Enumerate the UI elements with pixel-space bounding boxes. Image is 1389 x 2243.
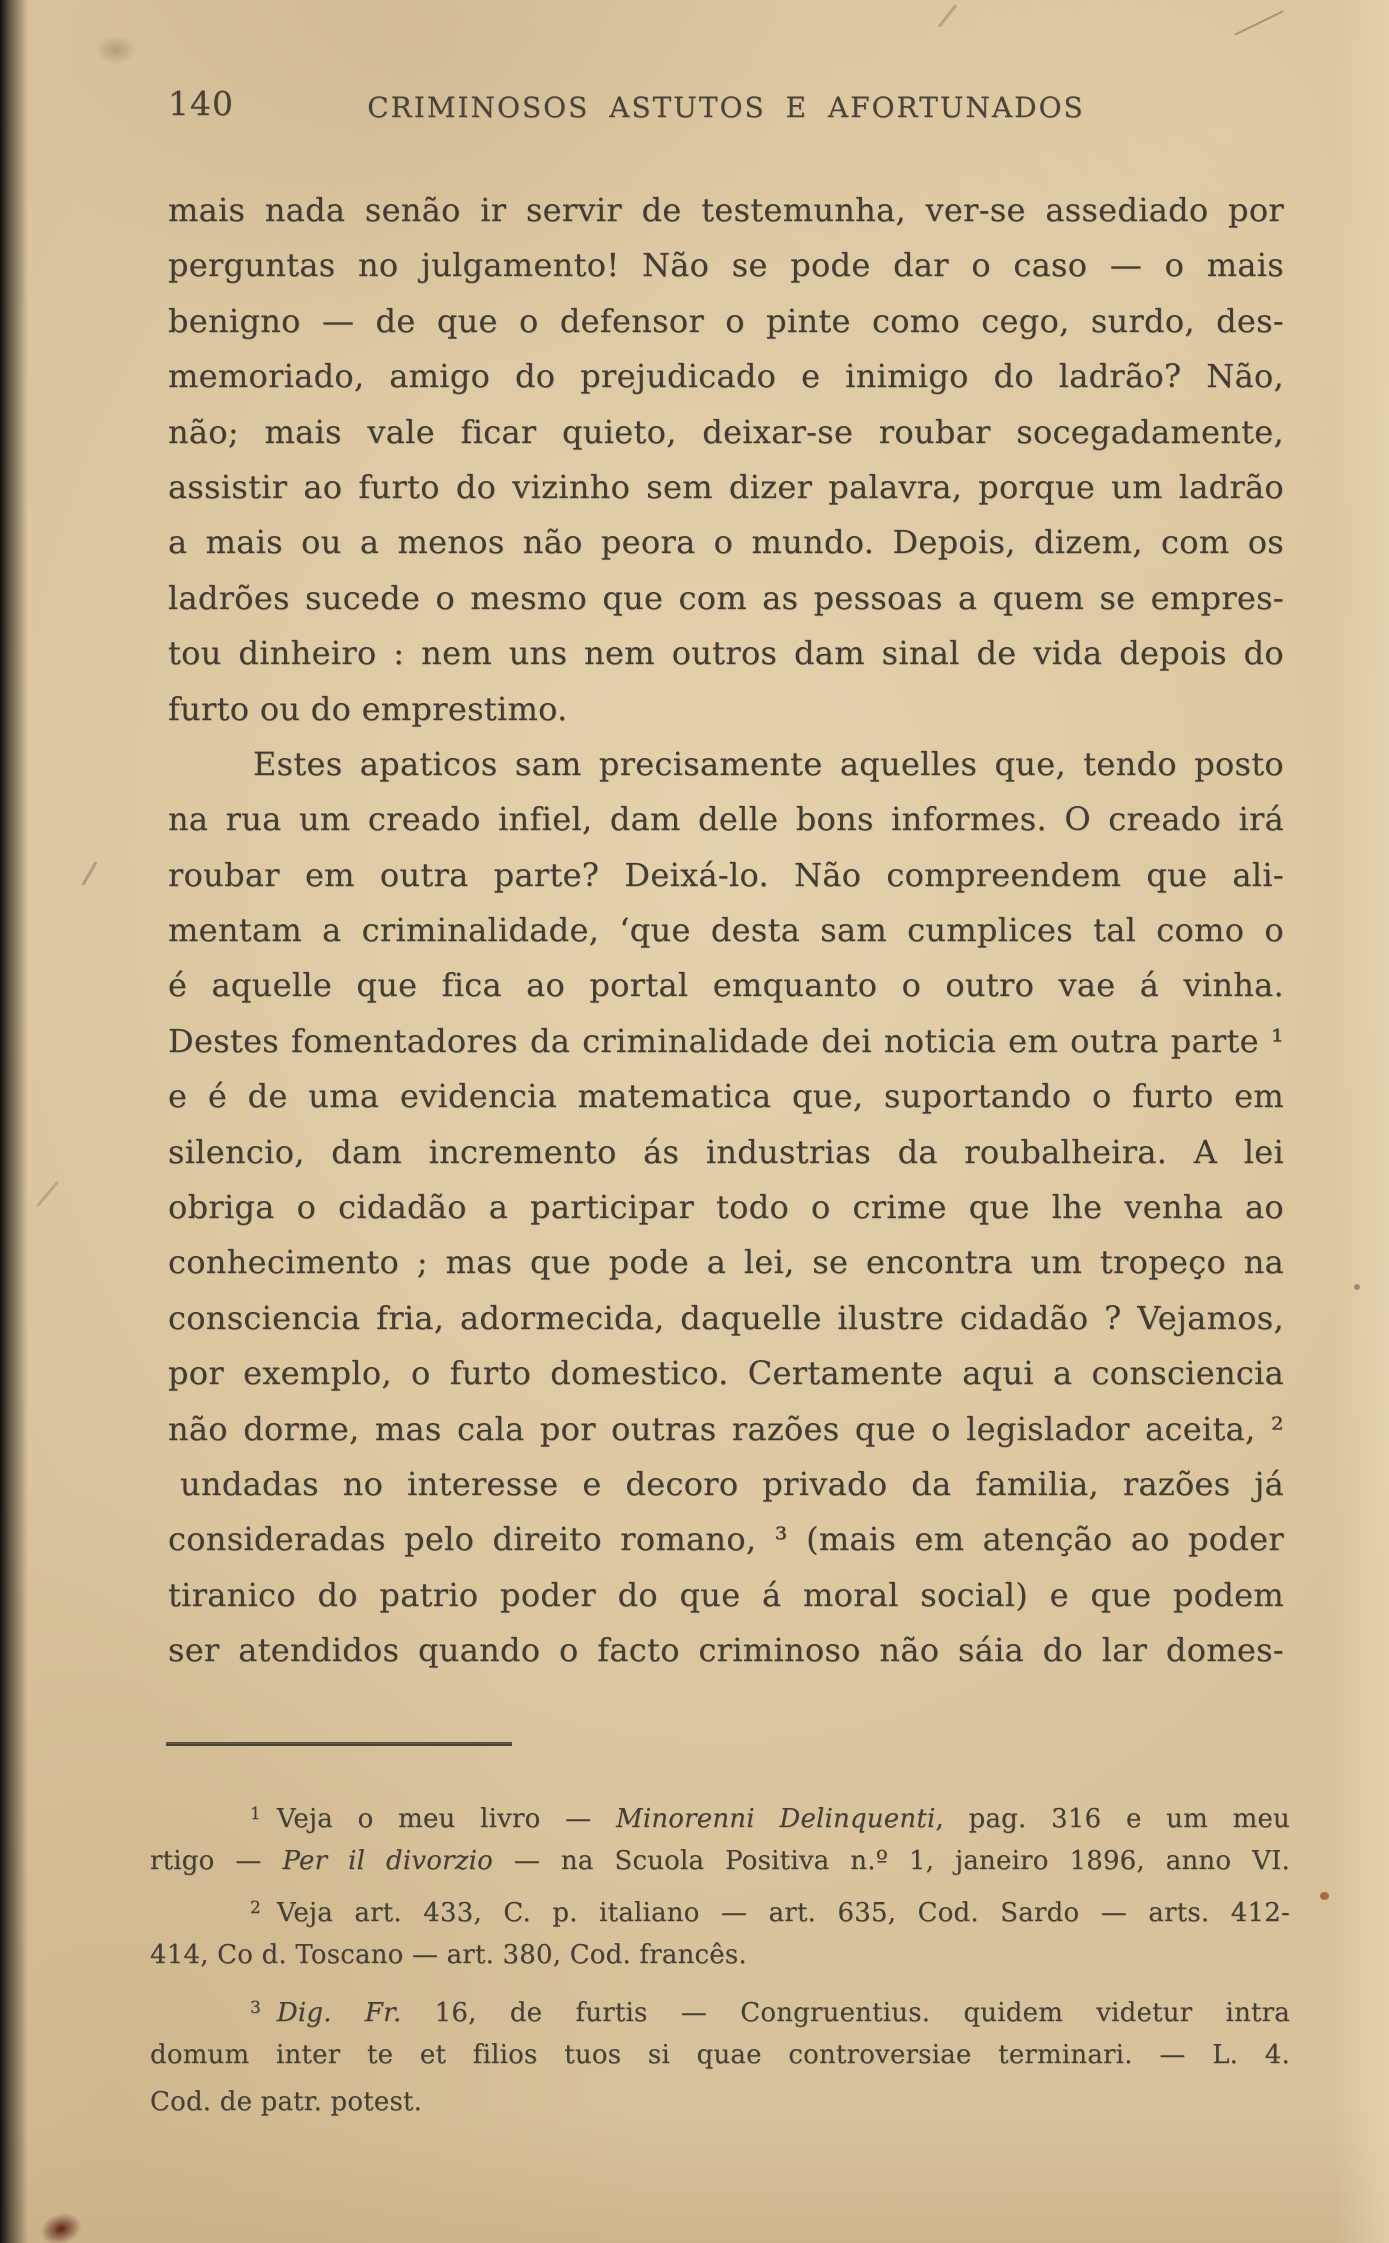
footnote-text: 414, Co d. Toscano — art. 380, Cod. francês. — [150, 1940, 747, 1970]
body-line: furto ou do emprestimo. — [168, 689, 568, 728]
scratch-mark — [938, 4, 958, 28]
stain-blotch — [36, 2208, 85, 2243]
body-line: Destes fomentadores da criminalidade dei noticia em outra parte ¹ — [168, 1021, 1284, 1060]
footnote-italic: Minorenni Delinquenti — [616, 1804, 936, 1834]
footnote-marker: 1 — [250, 1804, 261, 1824]
ink-speck — [1354, 1284, 1360, 1290]
body-line: roubar em outra parte? Deixá-lo. Não compreendem que ali- — [168, 855, 1284, 894]
footnote-line — [150, 1838, 1290, 1885]
running-title: CRIMINOSOS ASTUTOS E AFORTUNADOS — [367, 91, 1085, 124]
body-line: tiranico do patrio poder do que á moral social) e que podem — [168, 1575, 1284, 1614]
footnote-line — [150, 2079, 1290, 2126]
footnote-line — [150, 1885, 1290, 1932]
body-line: memoriado, amigo do prejudicado e inimigo do ladrão? Não, — [168, 357, 1284, 396]
footnotes — [150, 1791, 1290, 2126]
body-line: benigno — de que o defensor o pinte como cego, surdo, des- — [168, 301, 1284, 340]
scratch-mark — [1234, 10, 1283, 35]
body-line: não dorme, mas cala por outras razões que o legislador aceita, ² — [168, 1409, 1284, 1448]
footnote-text: , pag. 316 e um meu — [935, 1804, 1290, 1834]
pencil-mark — [36, 1181, 59, 1207]
footnote-text: — na Scuola Positiva n.º 1, janeiro 1896, anno VI. — [492, 1846, 1290, 1876]
footnote-text: rtigo — — [150, 1846, 283, 1876]
footnote-text: domum inter te et filios tuos si quae controversiae terminari. — L. 4. — [150, 2040, 1290, 2070]
footnote-line — [150, 1985, 1290, 2032]
footnote-separator — [166, 1742, 512, 1746]
footnote-line — [150, 1791, 1290, 1838]
body-line: obriga o cidadão a participar todo o crime que lhe venha ao — [168, 1188, 1284, 1227]
body-line: na rua um creado infiel, dam delle bons informes. O creado irá — [168, 800, 1284, 839]
footnote-text: 16, de furtis — Congruentius. quidem videtur intra — [401, 1998, 1291, 2028]
scan-edge-shadow — [0, 0, 28, 2243]
body-line: undadas no interesse e decoro privado da familia, razões já — [180, 1464, 1284, 1503]
body-line: silencio, dam incremento ás industrias da roubalheira. A lei — [168, 1132, 1284, 1171]
stain-speck — [1320, 1892, 1329, 1900]
body-line: conhecimento ; mas que pode a lei, se encontra um tropeço na — [168, 1243, 1284, 1282]
body-line: não; mais vale ficar quieto, deixar-se roubar socegadamente, — [168, 412, 1284, 451]
footnote-marker: 2 — [250, 1898, 261, 1918]
footnote-text: Veja o meu livro — — [276, 1804, 616, 1834]
footnote-text: Veja art. 433, C. p. italiano — art. 635, Cod. Sardo — arts. 412- — [276, 1898, 1290, 1928]
body-line: consciencia fria, adormecida, daquelle ilustre cidadão ? Vejamos, — [168, 1298, 1284, 1337]
body-line: é aquelle que fica ao portal emquanto o outro vae á vinha. — [168, 966, 1284, 1005]
body-line: e é de uma evidencia matematica que, suportando o furto em — [168, 1077, 1284, 1116]
body-line: tou dinheiro : nem uns nem outros dam sinal de vida depois do — [168, 634, 1284, 673]
footnote-italic: Per il divorzio — [282, 1846, 493, 1876]
body-line: consideradas pelo direito romano, ³ (mais em atenção ao poder — [168, 1520, 1284, 1559]
pencil-mark — [81, 861, 97, 886]
footnote-italic: Dig. Fr. — [276, 1998, 402, 2028]
paper-smudge — [96, 36, 136, 64]
footnote-marker: 3 — [250, 1998, 261, 2018]
body-line: ser atendidos quando o facto criminoso não sáia do lar domes- — [168, 1631, 1284, 1670]
body-line: mentam a criminalidade, ‘que desta sam cumplices tal como o — [168, 911, 1284, 950]
page-number: 140 — [168, 84, 234, 123]
footnote-text: Cod. de patr. potest. — [150, 2087, 423, 2117]
body-text — [168, 183, 1284, 1679]
footnote-line — [150, 1932, 1290, 1979]
body-line: mais nada senão ir servir de testemunha, ver-se assediado por — [168, 191, 1284, 229]
body-line: Estes apaticos sam precisamente aquelles que, tendo posto — [253, 744, 1284, 783]
body-line: assistir ao furto do vizinho sem dizer palavra, porque um ladrão — [168, 467, 1284, 506]
body-line: a mais ou a menos não peora o mundo. Depois, dizem, com os — [168, 523, 1284, 562]
body-line: por exemplo, o furto domestico. Certamente aqui a consciencia — [168, 1354, 1284, 1393]
body-line: ladrões sucede o mesmo que com as pessoas a quem se empres- — [168, 578, 1284, 617]
footnote-line — [150, 2032, 1290, 2079]
body-line: perguntas no julgamento! Não se pode dar o caso — o mais — [168, 246, 1284, 285]
